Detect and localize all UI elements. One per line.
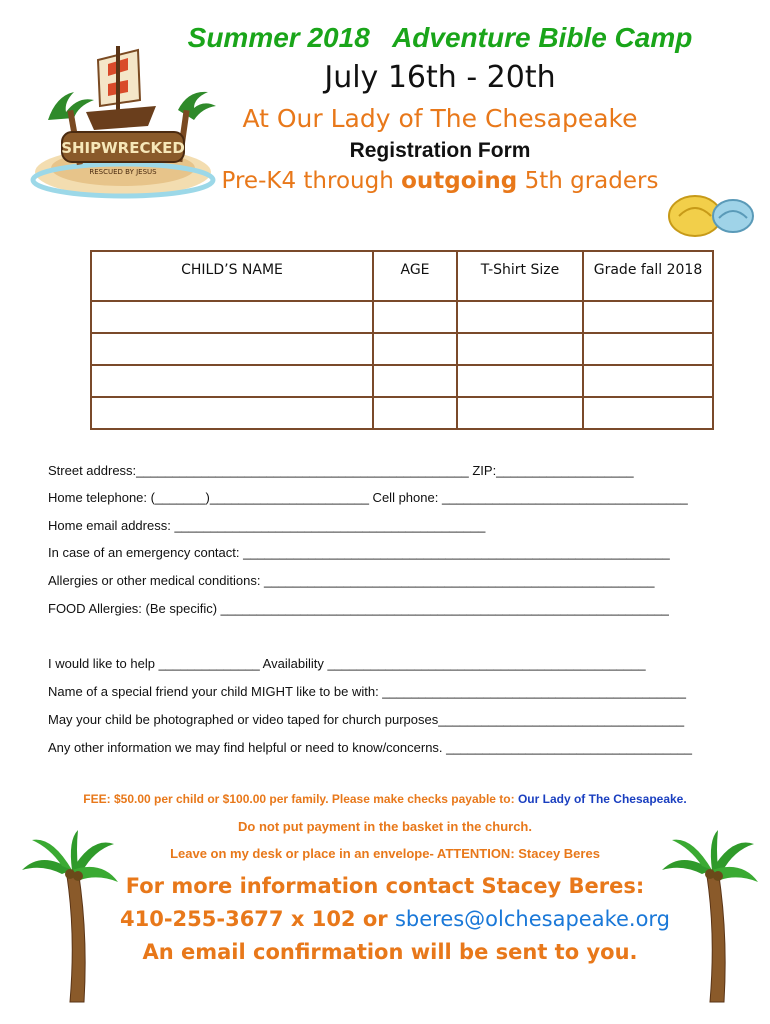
table-row [91,397,713,429]
age-cell[interactable] [373,365,457,397]
tshirt-cell[interactable] [457,365,583,397]
grade-range-emphasis: outgoing [401,168,518,194]
contact-phone: 410-255-3677 x 102 or [119,907,395,931]
grade-range-post: 5th graders [517,168,659,194]
child-name-cell[interactable] [91,365,373,397]
confirmation-note: An email confirmation will be sent to you. [142,940,638,964]
age-cell[interactable] [373,397,457,429]
emergency-contact-field[interactable]: In case of an emergency contact: ___________________________________________________________ [48,545,670,560]
table-row [91,301,713,333]
email-field[interactable]: Home email address: ___________________________________________ [48,518,486,533]
age-cell[interactable] [373,301,457,333]
contact-email-link[interactable]: sberes@olchesapeake.org [394,907,671,931]
column-header-tshirt: T-Shirt Size [457,251,583,301]
contact-details [0,907,770,931]
payment-basket-note: Do not put payment in the basket in the church. [238,819,532,834]
fee-text: FEE: $50.00 per child or $100.00 per family. Please make checks payable to: [83,792,518,806]
grade-cell[interactable] [583,365,713,397]
table-header-row [91,251,713,301]
column-header-age: AGE [373,251,457,301]
child-name-cell[interactable] [91,397,373,429]
food-allergies-field[interactable]: FOOD Allergies: (Be specific) ______________________________________________________________ [48,601,669,616]
table-row [91,333,713,365]
svg-text:SHIPWRECKED: SHIPWRECKED [61,139,185,157]
age-cell[interactable] [373,333,457,365]
child-name-cell[interactable] [91,333,373,365]
seashell-icon [665,192,760,238]
photo-consent-field[interactable]: May your child be photographed or video taped for church purposes__________________________________ [48,712,685,727]
allergies-field[interactable]: Allergies or other medical conditions: ______________________________________________________ [48,573,655,588]
grade-range [0,168,770,194]
camp-title: Summer 2018 Adventure Bible Camp [187,22,693,53]
children-table [90,250,714,430]
phone-field[interactable]: Home telephone: (_______)______________________ Cell phone: __________________________________ [48,490,688,505]
help-availability-field[interactable]: I would like to help ______________ Availability ____________________________________________ [48,656,646,671]
other-info-field[interactable]: Any other information we may find helpful or need to know/concerns. __________________________________ [48,740,692,755]
grade-cell[interactable] [583,333,713,365]
contact-heading: For more information contact Stacey Beres: [125,874,645,898]
grade-cell[interactable] [583,397,713,429]
child-name-cell[interactable] [91,301,373,333]
special-friend-field[interactable]: Name of a special friend your child MIGHT like to be with: __________________________________________ [48,684,686,699]
grade-range-pre: Pre-K4 through [221,168,402,194]
street-address-field[interactable]: Street address:______________________________________________ ZIP:___________________ [48,463,634,478]
tshirt-cell[interactable] [457,397,583,429]
grade-cell[interactable] [583,301,713,333]
form-heading: Registration Form [349,139,531,162]
tshirt-cell[interactable] [457,333,583,365]
tshirt-cell[interactable] [457,301,583,333]
column-header-grade: Grade fall 2018 [583,251,713,301]
payment-desk-note: Leave on my desk or place in an envelope- ATTENTION: Stacey Beres [170,846,600,861]
column-header-name: CHILD’S NAME [91,251,373,301]
fee-note [0,792,770,806]
camp-dates: July 16th - 20th [324,60,556,95]
camp-location: At Our Lady of The Chesapeake [242,104,638,133]
payee-name: Our Lady of The Chesapeake. [517,792,687,806]
table-row [91,365,713,397]
svg-text:RESCUED BY JESUS: RESCUED BY JESUS [89,168,157,176]
